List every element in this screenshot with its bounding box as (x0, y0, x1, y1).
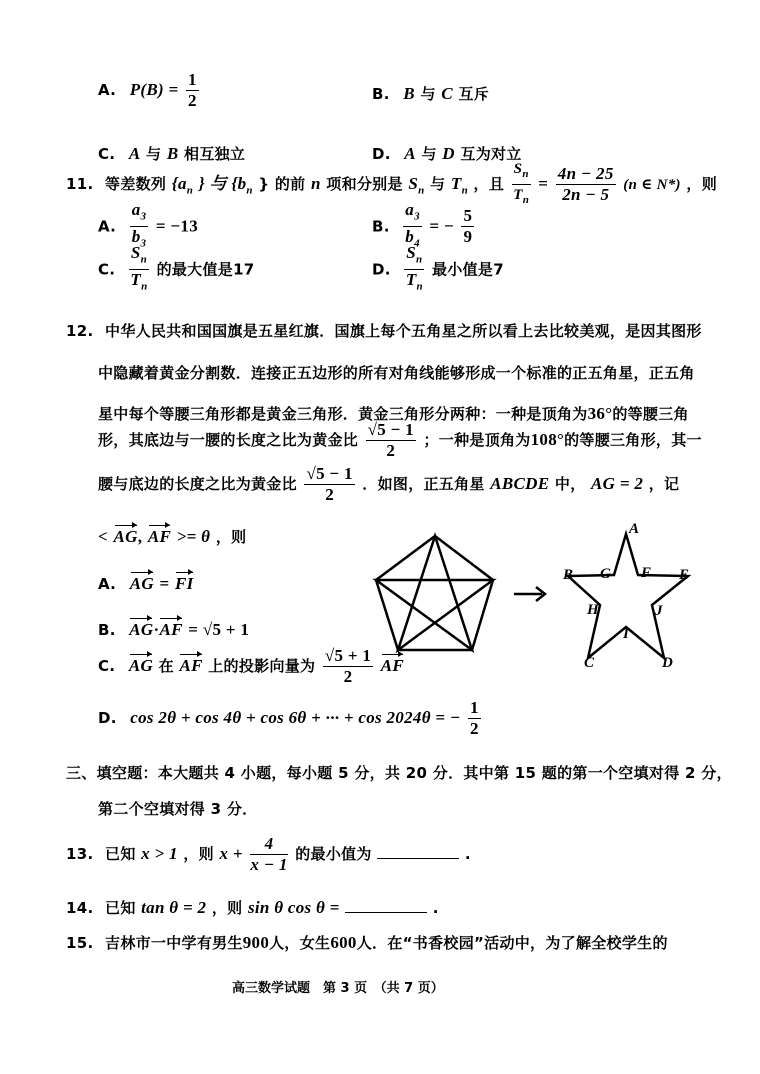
q10-option-d: D. A 与 D 互为对立 (372, 144, 522, 163)
q10-a-fraction: $\frac{1}{2}$ (188, 70, 197, 110)
star-label-b: B (563, 567, 574, 583)
q10-option-c: C. A 与 B 相互独立 (98, 144, 246, 163)
q12-line-4: 形，其底边与一腰的长度之比为黄金比 $\frac{√5 - 1}{2}$ ；一种是顶角为108°的等腰三角形，其一 (98, 420, 702, 460)
question-number: 13. (66, 845, 94, 863)
star-label-d: D (662, 655, 673, 670)
q12-option-c: C. AG 在 AF 上的投影向量为 $\frac{√5 + 1}{2}$ AF (98, 646, 405, 686)
vector-ag: AG (113, 527, 138, 546)
q15: 15. 吉林市一中学有男生900人，女生600人．在“书香校园”活动中，为了解全校学生的 (66, 933, 668, 952)
question-number: 12. (66, 322, 94, 340)
q10-option-b: B. B 与 C 互斥 (372, 84, 490, 103)
q12-line-5: 腰与底边的长度之比为黄金比 $\frac{√5 - 1}{2}$ ．如图，正五角星 ABCDE 中， AG = 2 ，记 (98, 464, 680, 504)
q12-line-1: 12. 中华人民共和国国旗是五星红旗．国旗上每个五角星之所以看上去比较美观，是因其图形 (66, 322, 702, 340)
star-label-i: I (623, 626, 629, 642)
pentagram-in-pentagon-figure (370, 532, 500, 654)
q10-a-lhs: P(B) = (129, 80, 179, 99)
q13-answer-blank[interactable] (377, 842, 459, 859)
q12-line-2: 中隐藏着黄金分割数．连接正五边形的所有对角线能够形成一个标准的正五角星，正五角 (98, 364, 695, 382)
golden-ratio-fraction: $\frac{√5 - 1}{2}$ (367, 420, 414, 460)
labeled-star-figure (560, 520, 700, 670)
question-number: 15. (66, 934, 94, 952)
star-label-j: J (655, 603, 663, 619)
q11-option-b: B. $\frac{a_3}{b_4}$ = − $\frac{5}{9}$ (372, 200, 473, 250)
q13: 13. 已知 x > 1 ，则 x + $\frac{4}{x - 1}$ 的最小值为 . (66, 834, 471, 874)
section-3-title: 三、填空题：本大题共 4 小题，每小题 5 分，共 20 分．其中第 15 题的第一个空填对得 2 分， (66, 764, 732, 782)
q14-answer-blank[interactable] (345, 896, 427, 913)
q12-option-d: D. cos 2θ + cos 4θ + cos 6θ + ··· + cos 2024θ = − $\frac{1}{2}$ (98, 698, 479, 738)
star-label-g: G (600, 566, 611, 582)
question-number: 11. (66, 175, 94, 193)
q12-option-b: B. AG·AF = √5 + 1 (98, 620, 250, 639)
star-label-h: H (587, 602, 599, 618)
page-footer: 高三数学试题 第 3 页 （共 7 页） (232, 981, 444, 996)
golden-ratio-fraction-2: $\frac{√5 - 1}{2}$ (306, 464, 353, 504)
q11-option-d: D. $\frac{S_n}{T_n}$ 最小值是7 (372, 243, 504, 293)
right-arrow-icon (512, 584, 552, 604)
q11-rhs-fraction: $\frac{4n - 25}{2n - 5}$ (557, 164, 614, 204)
q12-option-a: A. AG = FI (98, 574, 194, 593)
star-label-f: F (641, 565, 652, 581)
vector-af: AF (147, 527, 172, 546)
vector-fi: FI (175, 574, 194, 593)
q12-line-6: < AG, AF >= θ ，则 (98, 527, 247, 546)
section-3-line-2: 第二个空填对得 3 分． (98, 800, 258, 818)
question-number: 14. (66, 899, 94, 917)
q10-option-a: A. P(B) = $\frac{1}{2}$ (98, 70, 197, 110)
q11-stem: 11. 等差数列 {$a_n$ } 与 {$b_n$ } 的前 n 项和分别是 $S_n$ 与 $T_n$ ，且 $\frac{S_n}{T_n}$ = $\frac{4n - 25}{2n - 5}$ (n ∈ N*) ，则 (66, 159, 717, 210)
q11-option-c: C. $\frac{S_n}{T_n}$ 的最大值是17 (98, 243, 255, 293)
star-label-c: C (584, 655, 595, 670)
q14: 14. 已知 tan θ = 2 ，则 sin θ cos θ = . (66, 898, 439, 917)
star-label-e: E (679, 567, 690, 583)
q11-option-a: A. $\frac{a_3}{b_3}$ = −13 (98, 200, 198, 250)
star-label-a: A (629, 521, 640, 537)
q11-sn-over-tn: $\frac{S_n}{T_n}$ (513, 161, 530, 206)
q12-line-3: 星中每个等腰三角形都是黄金三角形．黄金三角形分两种：一种是顶角为36°的等腰三角 (98, 404, 689, 423)
